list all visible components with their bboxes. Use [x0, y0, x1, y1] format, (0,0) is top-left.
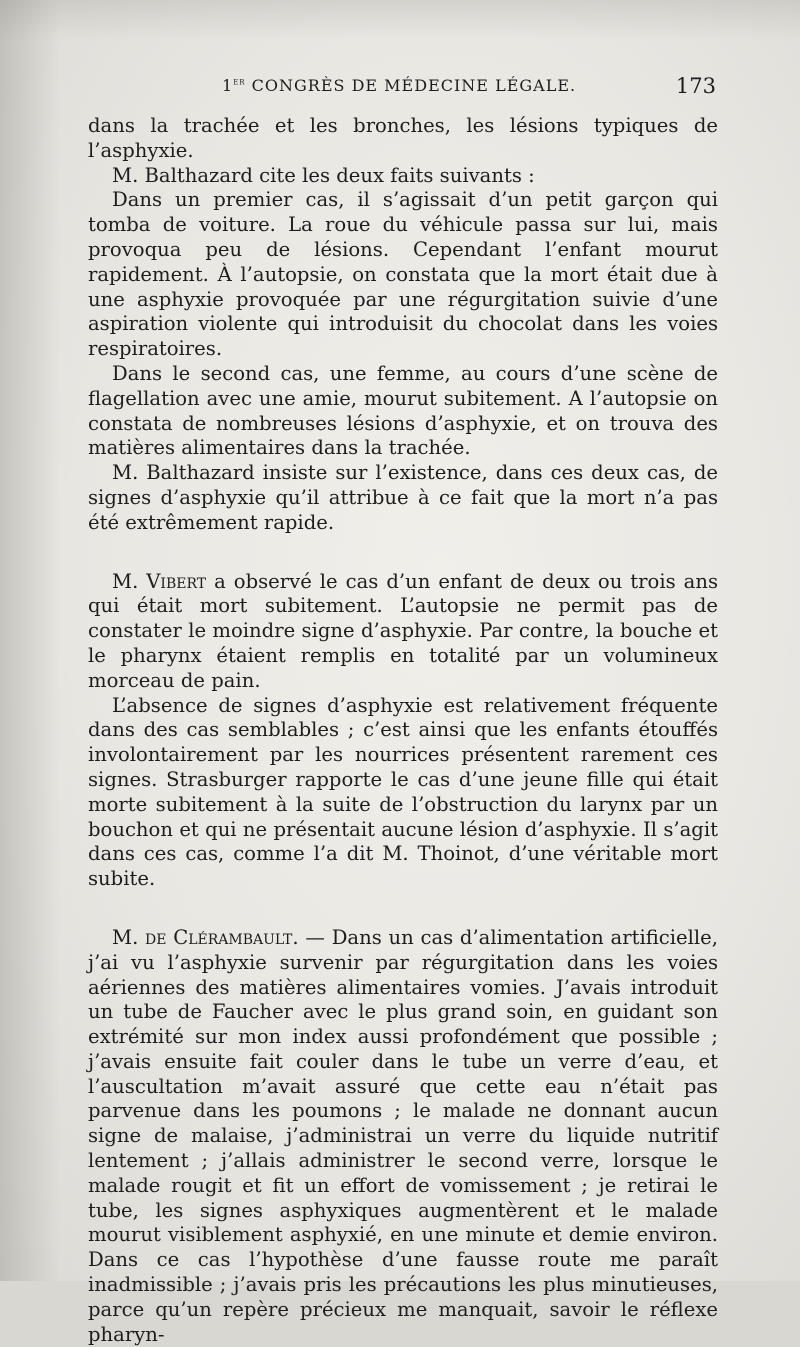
running-title-text: CONGRÈS DE MÉDECINE LÉGALE. — [245, 76, 577, 95]
running-title — [222, 76, 576, 95]
paragraph-asphyxia-absence: L’absence de signes d’asphyxie est relativement fréquente dans des cas semblables ; c’est ainsi que les enfants étouffés involontairement par les nourrices présentent rarement ces signes. Strasburger rapporte le cas d’une jeune fille qui était morte subitement à la suite de l’obstruction du larynx par un bouchon et qui ne présentait aucune lésion d’asphyxie. Il s’agit dans ces cas, comme l’a dit M. Thoinot, d’une véritable mort subite. — [88, 693, 718, 891]
paragraph-balthazard-conclusion: M. Balthazard insiste sur l’existence, dans ces deux cas, de signes d’asphyxie qu’il attribue à ce fait que la mort n’a pas été extrêmement rapide. — [88, 461, 718, 534]
paragraph-continuation: dans la trachée et les bronches, les lésions typiques de l’asphyxie. — [88, 114, 718, 162]
body-text — [88, 114, 718, 1347]
paragraph-vibert-text: a observé le cas d’un enfant de deux ou trois ans qui était mort subitement. L’autopsie ne permit pas de constater le moindre signe d’asphyxie. Par contre, la bouche et le pharynx étaient remplis en totalité par un volumineux morceau de pain. — [88, 569, 719, 692]
page-shadow-left — [0, 0, 60, 1281]
paragraph-clerambault-text: — Dans un cas d’alimentation artificielle, j’ai vu l’asphyxie survenir par régurgitation dans les voies aériennes des matières alimentaires vomies. J’avais introduit un tube de Faucher avec le plus grand soin, en guidant son extrémité sur mon index aussi profondément que possible ; j’avais ensuite fait couler dans le tube un verre d’eau, et l’auscultation m’avait assuré que cette eau n’était pas parvenue dans les poumons ; le malade ne donnant aucun signe de malaise, j’administrai un verre du liquide nutritif lentement ; j’allais administrer le second verre, lorsque le malade rougit et fit un effort de vomissement ; je retirai le tube, les signes asphyxiques augmentèrent et le malade mourut visiblement asphyxié, en une minute et demie environ. Dans ce cas l’hypothèse d’une fausse route me paraît inadmissible ; j’avais pris les précautions les plus minutieuses, parce qu’un repère précieux me manquait, savoir le réflexe pharyn- — [88, 925, 718, 1346]
page-shadow-top — [0, 0, 800, 40]
paragraph-balthazard-intro: M. Balthazard cite les deux faits suivants : — [112, 163, 535, 187]
ordinal-number: 1 — [222, 76, 234, 95]
page-number: 173 — [675, 74, 716, 98]
paragraph-clerambault — [88, 926, 718, 1347]
ordinal-suffix: er — [233, 76, 246, 88]
running-header — [0, 74, 800, 104]
speaker-vibert: M. Vibert — [112, 569, 207, 593]
section-gap — [88, 892, 718, 926]
speaker-clerambault: M. de Clérambault. — [112, 925, 299, 949]
paragraph-second-case: Dans le second cas, une femme, au cours d’une scène de flagellation avec une amie, mourut subitement. A l’autopsie on constata de nombreuses lésions d’asphyxie, et on trouva des matières alimentaires dans la trachée. — [88, 361, 718, 460]
paragraph-first-case: Dans un premier cas, il s’agissait d’un petit garçon qui tomba de voiture. La roue du véhicule passa sur lui, mais provoqua peu de lésions. Cependant l’enfant mourut rapidement. À l’autopsie, on constata que la mort était due à une asphyxie provoquée par une régurgitation suivie d’une aspiration violente qui introduisit du chocolat dans les voies respiratoires. — [88, 188, 718, 361]
section-gap — [88, 536, 718, 570]
paragraph-vibert — [88, 570, 718, 694]
